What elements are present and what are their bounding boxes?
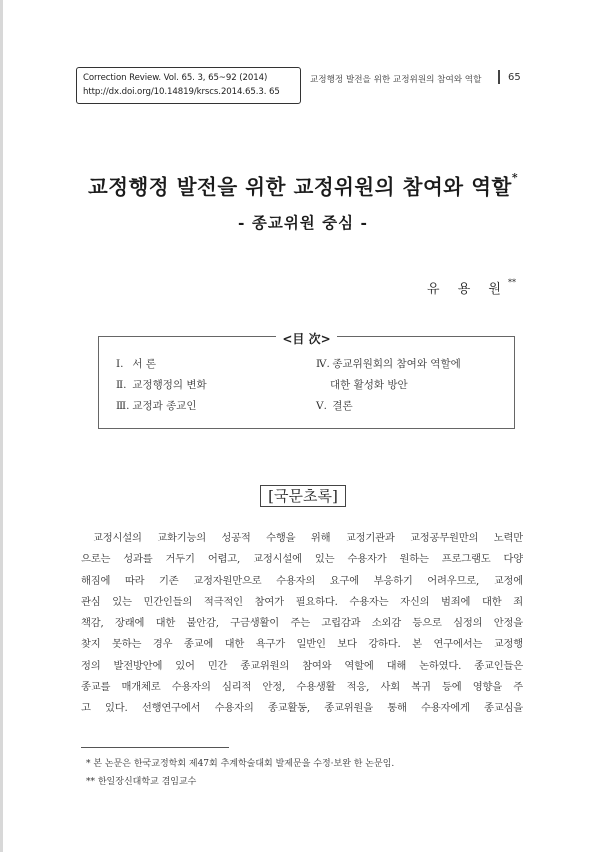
page-number: 65	[508, 72, 521, 83]
title-text: 교정행정 발전을 위한 교정위원의 참여와 역할	[87, 175, 512, 199]
title-footnote-mark[interactable]: *	[511, 171, 519, 184]
author-name	[427, 278, 516, 297]
citation-journal: Correction Review. Vol. 65. 3, 65~92 (2014)	[83, 73, 268, 83]
abstract-heading: [국문초록]	[3, 485, 600, 506]
running-head: 교정행정 발전을 위한 교정위원의 참여와 역할	[310, 75, 482, 85]
toc-item-4[interactable]: Ⅳ. 종교위원회의 참여와 역할에	[316, 358, 461, 370]
paper-subtitle: - 종교위원 중심 -	[238, 213, 368, 232]
toc-item-2[interactable]: Ⅱ. 교정행정의 변화	[116, 379, 207, 391]
toc-heading: <目 次>	[99, 328, 514, 347]
abstract-line: 교정시설의 교화기능의 성공적 수행을 위해 교정기관과 교정공무원만의 노력만	[93, 532, 523, 544]
toc-item-3[interactable]: Ⅲ. 교정과 종교인	[116, 400, 197, 412]
toc-item-5[interactable]: Ⅴ. 결론	[316, 400, 353, 412]
toc-item-1[interactable]: Ⅰ. 서 론	[116, 358, 156, 370]
author-footnote-mark[interactable]: **	[508, 278, 516, 287]
abstract-line: 관심 있는 민간인들의 적극적인 참여가 필요하다. 수용자는 자신의 범죄에 대한 죄	[81, 595, 523, 608]
abstract-line: 책감, 장래에 대한 불안감, 구금생활이 주는 고립감과 소외감 등으로 심정의 안정을	[81, 617, 523, 630]
header-separator	[498, 70, 500, 84]
footnote-1: * 본 논문은 한국교정학회 제47회 추계학술대회 발제문을 수정·보완 한 논문임.	[86, 759, 395, 769]
abstract-line: 으로는 성과를 거두기 어렵고, 교정시설에 있는 수용자가 원하는 프로그램도 다양	[81, 553, 523, 566]
toc-item-4-continued[interactable]: 대한 활성화 방안	[330, 379, 408, 391]
citation-box	[76, 67, 301, 104]
abstract-line: 고 있다. 선행연구에서 수용자의 종교활동, 종교위원을 통해 수용자에게 종교심을	[81, 702, 523, 715]
paper-title	[3, 170, 600, 200]
abstract-line: 해짐에 따라 기존 교정자원만으로 수용자의 요구에 부응하기 어려우므로, 교정에	[81, 574, 523, 587]
abstract-line: 찾지 못하는 경우 종교에 대한 욕구가 일반인 보다 강하다. 본 연구에서는 교정행	[81, 638, 523, 651]
citation-doi[interactable]: http://dx.doi.org/10.14819/krscs.2014.65.3. 65	[83, 87, 280, 97]
author-text: 유 용 원	[427, 282, 508, 297]
abstract-line: 정의 발전방안에 있어 민간 종교위원의 참여와 역할에 대해 논하였다. 종교인들은	[81, 659, 523, 672]
footnote-2: ** 한일장신대학교 겸임교수	[86, 777, 197, 787]
footnote-divider	[81, 747, 229, 748]
abstract-body	[81, 528, 523, 720]
abstract-line: 종교를 매개체로 수용자의 심리적 안정, 수용생활 적응, 사회 복귀 등에 영향을 주	[81, 681, 523, 694]
table-of-contents	[98, 332, 515, 429]
